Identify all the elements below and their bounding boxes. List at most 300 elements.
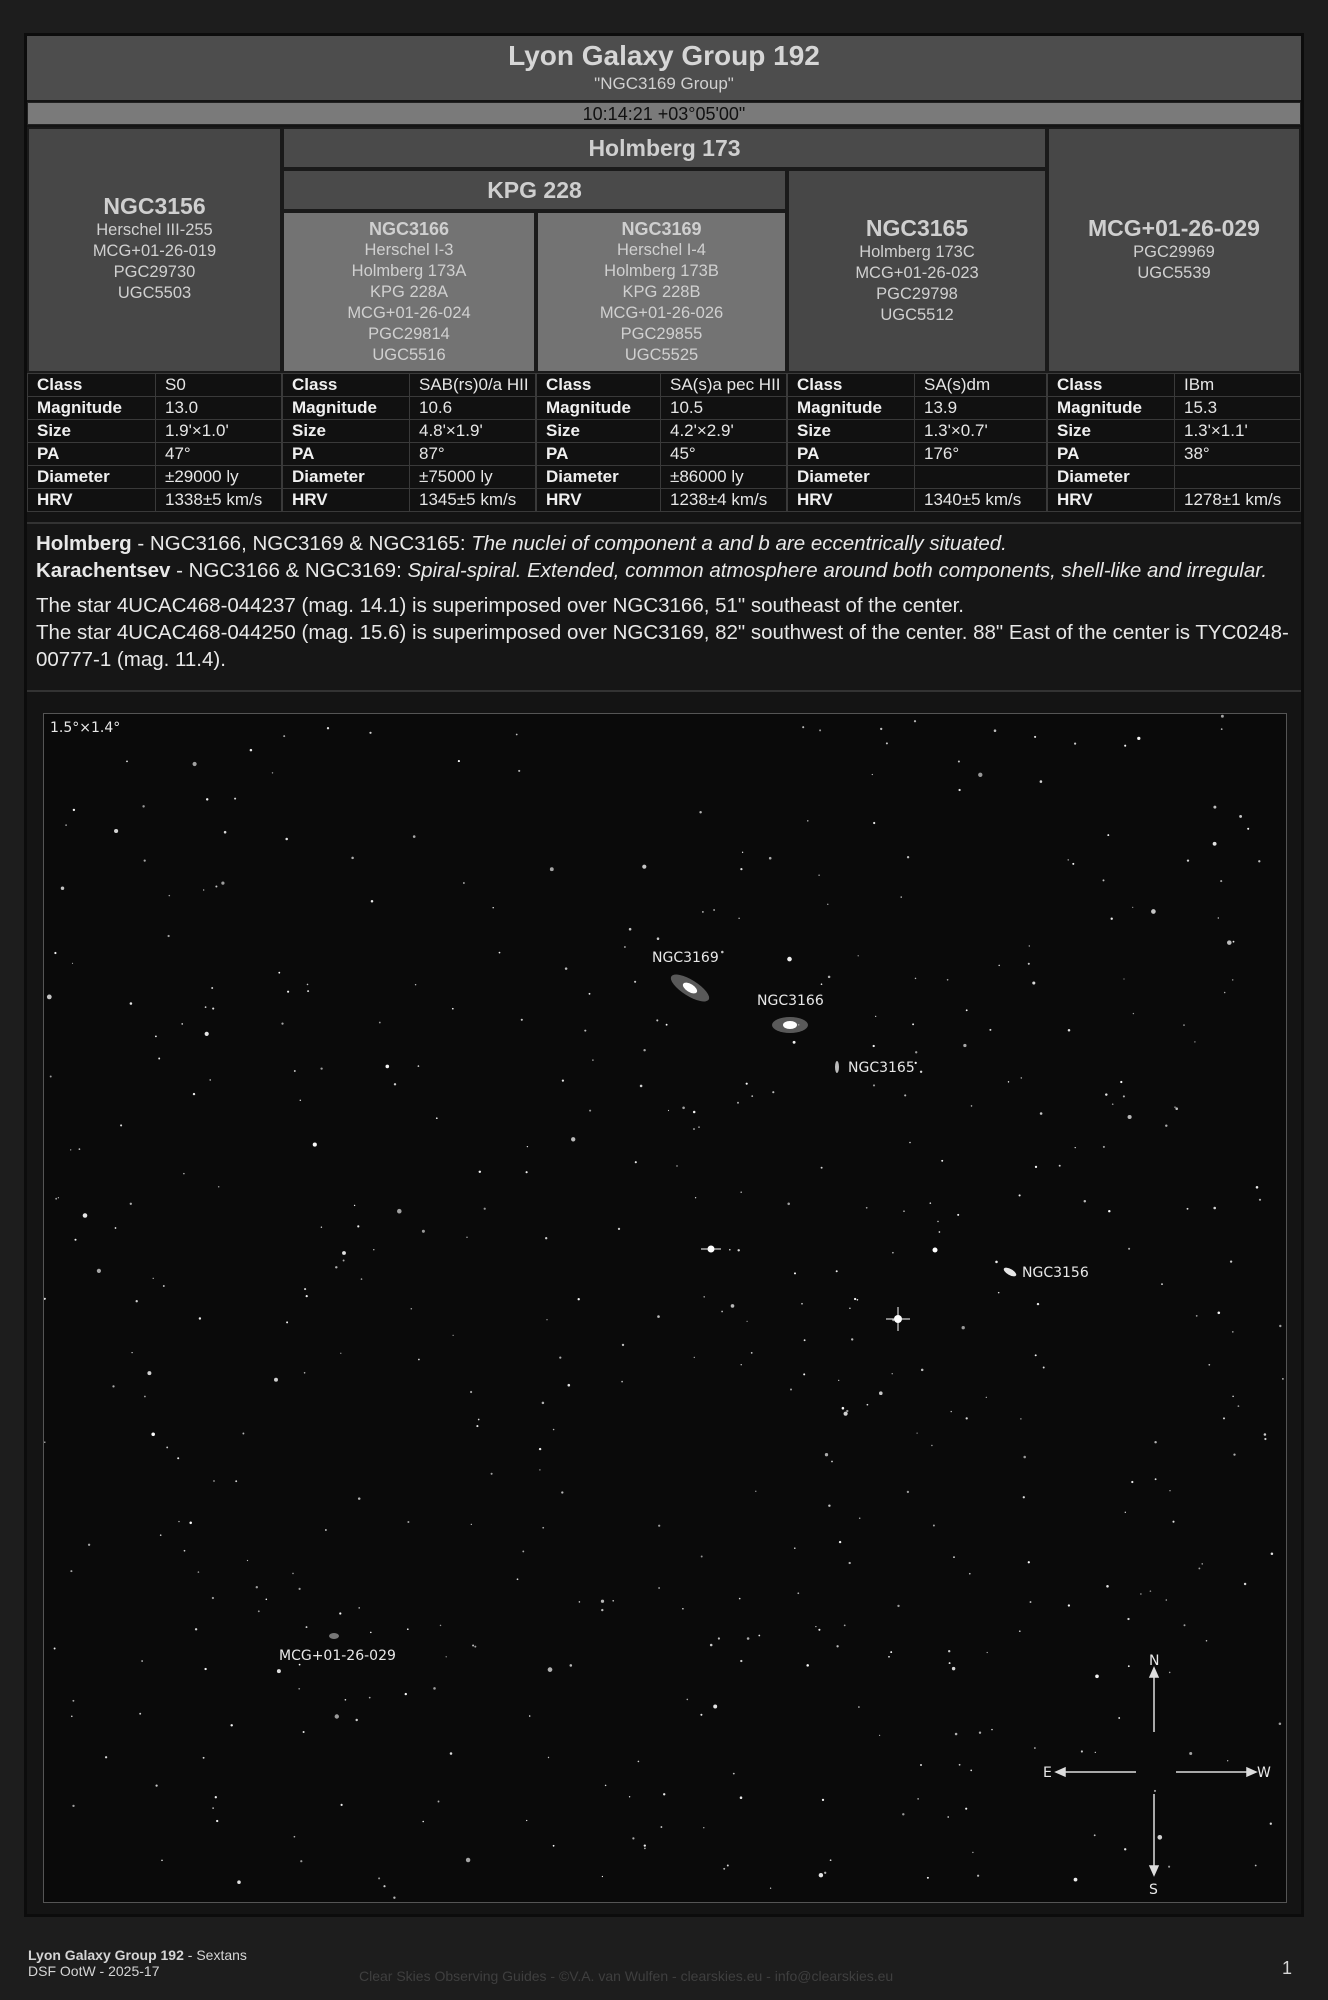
property-label: HRV <box>283 489 410 512</box>
star <box>1256 1186 1259 1189</box>
page-subtitle: "NGC3169 Group" <box>594 74 734 93</box>
star <box>358 1607 360 1609</box>
star <box>1206 1640 1208 1642</box>
star <box>1127 1618 1129 1620</box>
property-value: 4.2'×2.9' <box>661 420 787 443</box>
star <box>1118 1717 1120 1719</box>
star <box>1184 1624 1186 1626</box>
star <box>415 984 416 985</box>
star <box>542 1402 545 1405</box>
star <box>963 1044 966 1047</box>
star <box>571 1137 575 1141</box>
star <box>446 1656 447 1657</box>
star <box>1198 1567 1200 1569</box>
star <box>433 1687 436 1690</box>
star <box>1140 1593 1141 1594</box>
property-value: 1.9'×1.0' <box>156 420 282 443</box>
star <box>787 1203 790 1206</box>
property-value: 4.8'×1.9' <box>410 420 536 443</box>
alias: PGC29814 <box>368 325 450 343</box>
star <box>1021 1077 1023 1079</box>
star <box>916 1432 917 1433</box>
star <box>666 1024 668 1026</box>
star <box>306 1626 308 1628</box>
property-value: SA(s)dm <box>915 374 1047 397</box>
star <box>991 1729 992 1730</box>
star <box>221 882 224 885</box>
star <box>686 1699 688 1701</box>
star <box>815 1626 816 1627</box>
star <box>584 1030 586 1032</box>
star <box>131 1352 132 1353</box>
note-source: Holmberg <box>36 532 132 555</box>
star <box>859 1518 860 1519</box>
star <box>601 1600 604 1603</box>
property-value: ±29000 ly <box>156 466 282 489</box>
star <box>624 946 626 948</box>
star <box>842 1407 845 1410</box>
star <box>184 1550 186 1552</box>
property-label: HRV <box>28 489 156 512</box>
property-row <box>788 374 1047 397</box>
property-row <box>537 443 787 466</box>
star <box>741 1364 742 1365</box>
star <box>1035 1354 1037 1356</box>
star <box>821 983 823 985</box>
galaxy-name: NGC3166 <box>368 219 450 239</box>
star <box>721 1311 723 1313</box>
footer-title: Lyon Galaxy Group 192 <box>28 1947 184 1963</box>
star <box>907 1491 909 1493</box>
galaxy-ngc3165 <box>835 1061 839 1073</box>
star <box>450 1752 453 1755</box>
star <box>703 1827 704 1828</box>
star <box>827 904 828 905</box>
star <box>71 1716 73 1718</box>
star <box>205 1032 209 1036</box>
star <box>383 1885 385 1887</box>
property-row <box>1048 420 1301 443</box>
star <box>746 1083 748 1085</box>
coordinates: 10:14:21 +03°05'00" <box>27 102 1301 125</box>
star <box>438 1801 440 1803</box>
star <box>702 911 704 913</box>
label-ngc3165: NGC3165 <box>848 1060 915 1076</box>
star <box>698 1126 700 1128</box>
star <box>1187 859 1189 861</box>
star <box>74 1239 76 1241</box>
alias: MCG+01-26-023 <box>855 264 979 282</box>
star <box>300 1100 301 1101</box>
page-title: Lyon Galaxy Group 192 <box>508 40 820 71</box>
galaxy-mcg0126029 <box>329 1633 339 1639</box>
star <box>327 727 329 729</box>
notes-panel <box>27 522 1301 692</box>
property-label: Magnitude <box>788 397 915 420</box>
footer-credit: Clear Skies Observing Guides - ©V.A. van Wulfen - clearskies.eu - info@clearskies.eu <box>359 1968 894 1984</box>
galaxy-cell-ngc3165 <box>787 169 1047 373</box>
star <box>307 990 309 992</box>
star <box>287 991 289 993</box>
star <box>892 1373 893 1374</box>
star <box>612 1600 614 1602</box>
star <box>873 1084 875 1086</box>
property-label: PA <box>283 443 410 466</box>
star <box>793 1041 796 1044</box>
star <box>879 1391 883 1395</box>
star <box>44 1442 45 1443</box>
star <box>657 1315 660 1318</box>
star <box>250 749 253 752</box>
star <box>548 1757 549 1758</box>
property-value: ±75000 ly <box>410 466 536 489</box>
star <box>1035 1166 1037 1168</box>
star <box>701 1556 703 1558</box>
star <box>183 1173 185 1175</box>
star <box>1255 1865 1257 1867</box>
star <box>794 1547 795 1548</box>
star <box>213 1480 215 1482</box>
star <box>325 1529 327 1531</box>
star <box>565 967 568 970</box>
star <box>1074 1878 1078 1882</box>
star <box>1221 728 1223 730</box>
properties-table <box>536 373 787 512</box>
star <box>579 1601 581 1603</box>
star <box>987 1652 988 1653</box>
star <box>1068 859 1069 860</box>
star <box>492 907 493 908</box>
star <box>1155 1478 1157 1480</box>
star <box>1019 1194 1021 1196</box>
star <box>161 1860 162 1861</box>
star <box>703 1296 704 1297</box>
star <box>682 1107 685 1110</box>
alias: UGC5539 <box>1137 264 1211 282</box>
star <box>740 1660 742 1662</box>
star <box>858 1706 860 1708</box>
star <box>166 1446 168 1448</box>
star <box>212 1597 214 1599</box>
star <box>920 1764 922 1766</box>
star <box>385 1065 389 1069</box>
star <box>901 896 902 897</box>
property-value: SA(s)a pec HII <box>661 374 787 397</box>
star <box>203 889 204 890</box>
star <box>379 1022 381 1024</box>
star <box>1220 880 1222 882</box>
star <box>1233 1453 1235 1455</box>
star <box>694 1357 695 1358</box>
properties-table <box>1047 373 1301 512</box>
star <box>163 1285 165 1287</box>
star <box>710 1644 713 1647</box>
star <box>234 798 236 800</box>
star <box>758 1635 760 1637</box>
star <box>1103 1146 1105 1148</box>
star <box>422 1230 425 1233</box>
star <box>740 1191 742 1193</box>
property-value: 1338±5 km/s <box>156 489 282 512</box>
star <box>355 1719 357 1721</box>
alias: PGC29855 <box>620 325 703 343</box>
star <box>818 874 819 875</box>
star <box>58 1197 59 1198</box>
star <box>931 1445 932 1446</box>
sky-svg <box>44 714 1287 1903</box>
star <box>693 1111 696 1114</box>
star <box>713 1705 717 1709</box>
property-value: IBm <box>1175 374 1301 397</box>
star <box>939 1231 941 1233</box>
star <box>130 1203 132 1205</box>
alias: UGC5525 <box>624 346 699 364</box>
property-row <box>283 443 536 466</box>
star <box>373 1249 374 1250</box>
star <box>802 726 804 728</box>
star <box>407 1628 409 1630</box>
alias: MCG+01-26-019 <box>92 242 217 260</box>
property-value: 45° <box>661 443 787 466</box>
property-value: 1238±4 km/s <box>661 489 787 512</box>
star <box>204 1668 206 1670</box>
alias: MCG+01-26-026 <box>599 304 724 322</box>
alias: Holmberg 173C <box>859 243 975 261</box>
star <box>979 1732 981 1734</box>
star-note-1: The star 4UCAC468-044237 (mag. 14.1) is superimposed over NGC3166, 51" southeast of the center. <box>36 594 965 617</box>
property-label: Diameter <box>1048 466 1175 489</box>
star <box>529 1715 531 1717</box>
star <box>947 1816 949 1818</box>
note-text: Spiral-spiral. Extended, common atmosphere around both components, shell-like and irregular. <box>407 559 1268 582</box>
star <box>739 1598 741 1600</box>
star <box>951 1411 952 1412</box>
star <box>1120 1081 1122 1083</box>
alias: Herschel I-3 <box>364 241 454 259</box>
star <box>466 1236 468 1238</box>
label-ngc3156: NGC3156 <box>1022 1265 1089 1281</box>
star <box>676 1165 677 1166</box>
star <box>394 1083 396 1085</box>
star <box>700 1714 702 1716</box>
star <box>803 1373 805 1375</box>
label-ngc3169: NGC3169 <box>652 950 719 966</box>
star <box>1111 918 1113 920</box>
star <box>819 729 821 731</box>
star <box>136 1300 138 1302</box>
star <box>801 1303 803 1305</box>
star <box>70 1149 71 1150</box>
property-row <box>537 374 787 397</box>
star <box>1019 1630 1021 1632</box>
star <box>1068 1029 1071 1032</box>
alias: UGC5512 <box>880 306 954 324</box>
property-label: HRV <box>537 489 661 512</box>
star <box>872 774 873 775</box>
star <box>1270 1823 1272 1825</box>
star <box>147 1371 151 1375</box>
star <box>660 1826 662 1828</box>
star <box>658 1525 660 1527</box>
star <box>1218 917 1219 918</box>
star <box>73 809 75 811</box>
property-row <box>788 397 1047 420</box>
star <box>1124 1848 1126 1850</box>
star <box>212 1008 214 1010</box>
star <box>521 1019 523 1021</box>
star <box>1124 745 1126 747</box>
star <box>278 972 280 974</box>
star <box>358 1497 361 1500</box>
property-label: Diameter <box>537 466 661 489</box>
star <box>589 1110 591 1112</box>
star <box>203 1757 205 1759</box>
star <box>47 995 52 1000</box>
star <box>953 1556 955 1558</box>
star <box>83 1213 88 1218</box>
star <box>54 952 56 954</box>
star <box>230 1724 232 1726</box>
star <box>266 1599 268 1601</box>
star <box>79 1148 81 1150</box>
star <box>345 1699 347 1701</box>
property-label: Magnitude <box>28 397 156 420</box>
holmberg-group-bar: Holmberg 173 <box>282 127 1047 169</box>
star <box>215 1796 217 1798</box>
property-value <box>1175 466 1301 489</box>
star <box>476 1425 478 1427</box>
property-row <box>537 397 787 420</box>
star <box>1247 828 1249 830</box>
star <box>1187 1208 1189 1210</box>
star <box>517 1578 519 1580</box>
note-source: Karachentsev <box>36 559 171 582</box>
star <box>989 1029 991 1031</box>
star <box>797 1592 799 1594</box>
property-row <box>537 489 787 512</box>
star <box>903 1211 904 1212</box>
star <box>285 838 288 841</box>
property-row <box>1048 397 1301 420</box>
star <box>199 1317 201 1319</box>
star <box>858 955 859 956</box>
property-label: PA <box>537 443 661 466</box>
property-label: Diameter <box>788 466 915 489</box>
star <box>1075 1147 1076 1148</box>
star <box>844 1625 846 1627</box>
star <box>320 1067 322 1069</box>
star <box>306 1295 308 1297</box>
star <box>237 1880 241 1884</box>
star <box>357 1225 359 1227</box>
star <box>212 1807 213 1808</box>
property-row <box>28 397 282 420</box>
star <box>1023 1456 1026 1459</box>
star <box>1072 863 1074 865</box>
star <box>1227 940 1232 945</box>
star <box>1168 1866 1170 1868</box>
star <box>873 1045 875 1047</box>
star <box>854 1298 856 1300</box>
star <box>1128 1665 1130 1667</box>
star <box>413 835 416 838</box>
star <box>965 1808 967 1810</box>
star <box>746 1321 747 1322</box>
star <box>790 1389 792 1391</box>
star <box>998 965 1000 967</box>
star <box>1175 1107 1178 1110</box>
star <box>971 1105 973 1107</box>
note-text: The nuclei of component a and b are eccentrically situated. <box>471 532 1007 555</box>
star <box>216 1820 218 1822</box>
star <box>1128 1248 1130 1250</box>
star <box>88 1544 90 1546</box>
property-value: 13.0 <box>156 397 282 420</box>
star <box>397 1209 402 1214</box>
star <box>821 1167 823 1169</box>
property-value: 15.3 <box>1175 397 1301 420</box>
star <box>578 1298 580 1300</box>
property-row <box>537 420 787 443</box>
star <box>897 1605 899 1607</box>
star <box>969 1573 971 1575</box>
star <box>959 1764 961 1766</box>
star <box>155 1784 157 1786</box>
star <box>718 1637 720 1639</box>
star <box>283 735 285 737</box>
star <box>1239 815 1242 818</box>
property-label: Size <box>283 420 410 443</box>
star <box>242 1433 244 1435</box>
star <box>1227 1760 1228 1761</box>
star <box>304 1372 306 1374</box>
star <box>256 1586 258 1588</box>
star <box>747 1637 750 1640</box>
star <box>888 1656 890 1658</box>
star <box>851 1338 853 1340</box>
star <box>1165 1125 1167 1127</box>
star <box>656 1019 658 1021</box>
property-value: 13.9 <box>915 397 1047 420</box>
star <box>209 1079 210 1080</box>
star <box>635 1161 637 1163</box>
star <box>274 1378 278 1382</box>
star <box>804 1339 806 1341</box>
star <box>281 1023 283 1025</box>
star <box>452 1008 454 1010</box>
star <box>966 1009 968 1011</box>
star <box>740 1796 743 1799</box>
star <box>693 1128 695 1130</box>
star <box>235 1480 237 1482</box>
star <box>772 1091 774 1093</box>
star <box>622 1344 624 1346</box>
footer-left <box>28 1947 247 1979</box>
property-row <box>283 489 536 512</box>
star <box>1074 743 1076 745</box>
alias: UGC5503 <box>117 284 192 302</box>
star <box>955 1733 958 1736</box>
star <box>1174 1106 1175 1107</box>
star <box>526 1171 528 1173</box>
property-label: PA <box>788 443 915 466</box>
star <box>879 1735 880 1736</box>
star <box>177 1457 179 1459</box>
label-ngc3166: NGC3166 <box>757 993 824 1009</box>
property-value: 1.3'×0.7' <box>915 420 1047 443</box>
star <box>178 1521 179 1522</box>
star <box>474 1646 476 1648</box>
